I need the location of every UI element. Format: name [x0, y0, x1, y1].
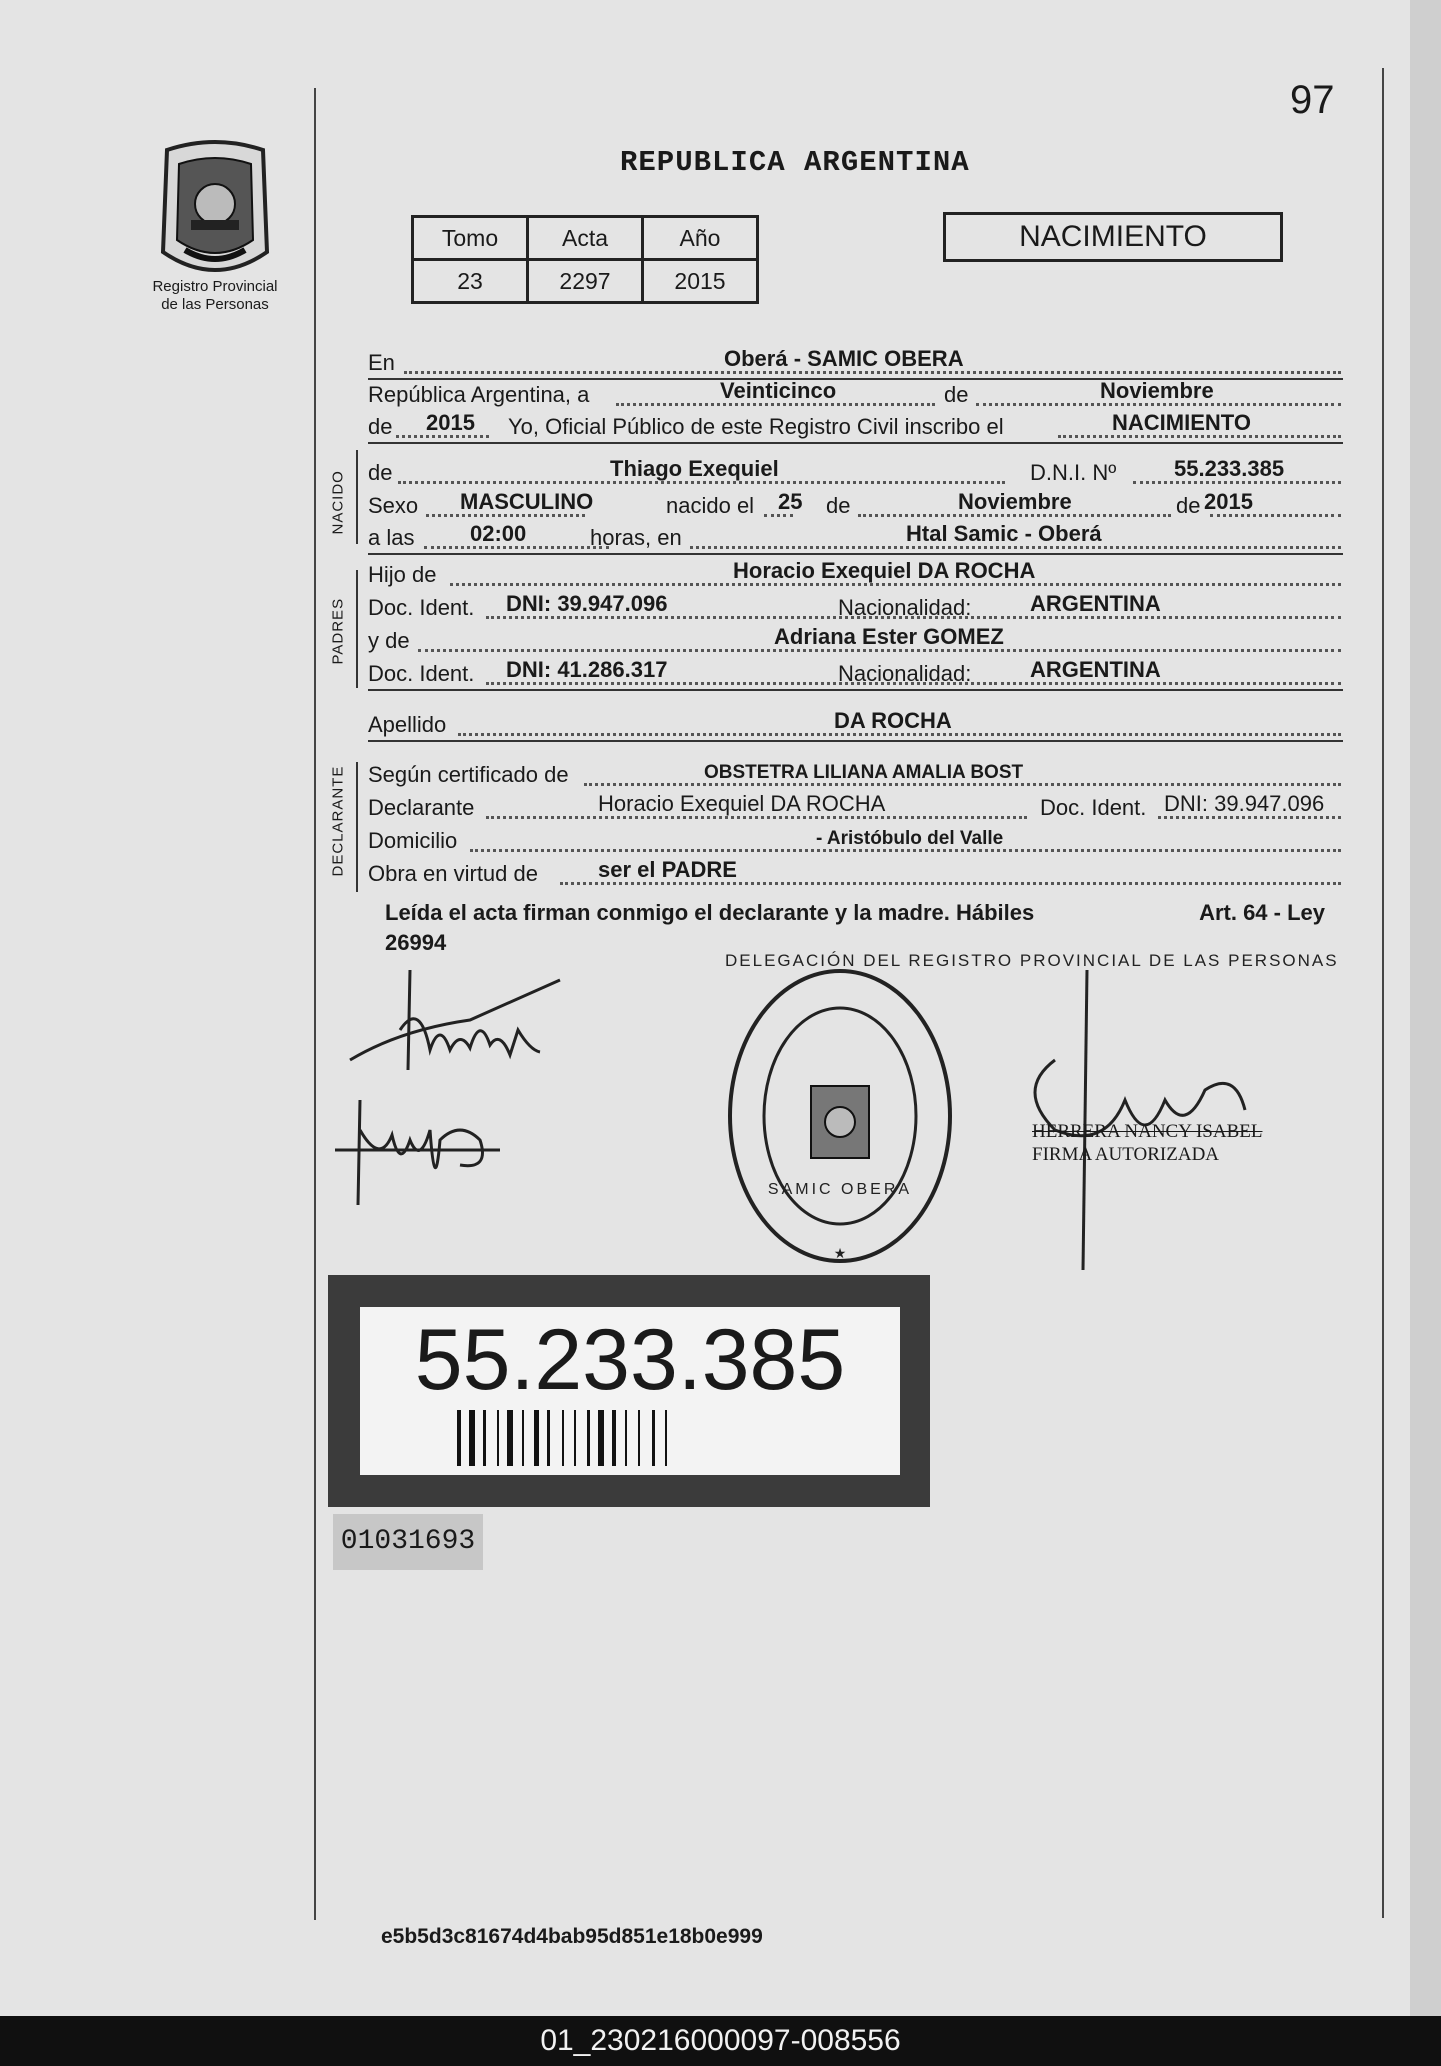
declarante-doc-value: DNI: 39.947.096 [1164, 791, 1325, 816]
hijo-de-label: Hijo de [368, 562, 437, 587]
year-prefix-label: de [368, 414, 393, 439]
certificado-label: Según certificado de [368, 762, 569, 787]
mother-name-value: Adriana Ester GOMEZ [774, 624, 1004, 649]
record-table-values [413, 260, 758, 303]
birth-year-value: 2015 [1204, 489, 1253, 514]
authorized-official [1032, 1120, 1262, 1166]
apellido-value: DA ROCHA [834, 708, 952, 733]
intro-year-value: 2015 [426, 410, 475, 435]
record-table-header [413, 217, 758, 260]
closing-statement [385, 898, 1325, 958]
republica-label: República Argentina, a [368, 382, 590, 407]
intro-row-officer [368, 410, 1343, 444]
nacido-row-birth [368, 489, 1343, 521]
declarante-name-value: Horacio Exequiel DA ROCHA [598, 791, 886, 816]
de-label: de [944, 382, 969, 407]
nacido-row-name [368, 456, 1343, 488]
obra-label: Obra en virtud de [368, 861, 538, 886]
svg-text:★: ★ [833, 1245, 847, 1261]
nacido-side-label: NACIDO [329, 470, 347, 535]
record-table [411, 215, 759, 304]
birth-time-value: 02:00 [470, 521, 527, 546]
official-role: FIRMA AUTORIZADA [1032, 1144, 1220, 1165]
value-tomo: 23 [413, 260, 528, 303]
control-tag: 01031693 [333, 1514, 483, 1570]
padres-row-mother [368, 624, 1343, 656]
birth-place-value: Htal Samic - Oberá [906, 521, 1102, 546]
apellido-row [368, 708, 1343, 742]
stamp-inner-text: SAMIC OBERA [767, 1181, 913, 1198]
mother-doc-label: Doc. Ident. [368, 661, 475, 686]
id-number-label: 55.233.385 [414, 1312, 846, 1408]
padres-section-line [356, 570, 358, 688]
declarante-label: Declarante [368, 795, 475, 820]
intro-row-place [368, 346, 1343, 380]
child-name-value: Thiago Exequiel [610, 456, 779, 481]
obra-value: ser el PADRE [598, 857, 737, 882]
nacido-row-time [368, 521, 1343, 555]
apellido-label: Apellido [368, 712, 447, 737]
document-title: REPUBLICA ARGENTINA [620, 146, 970, 179]
left-margin-line [314, 88, 316, 1920]
domicilio-label: Domicilio [368, 828, 458, 853]
page-number: 97 [1290, 78, 1335, 122]
father-doc-value: DNI: 39.947.096 [506, 591, 668, 616]
province-crest-icon [155, 140, 275, 280]
father-doc-label: Doc. Ident. [368, 595, 475, 620]
en-label: En [368, 350, 395, 375]
intro-row-date [368, 378, 1343, 410]
mother-nac-label: Nacionalidad: [838, 661, 972, 686]
header-ano: Año [643, 217, 758, 260]
father-name-value: Horacio Exequiel DA ROCHA [733, 558, 1036, 583]
declarante-doc-label: Doc. Ident. [1040, 795, 1147, 820]
closing-law-number: 26994 [385, 930, 447, 955]
mother-doc-value: DNI: 41.286.317 [506, 657, 668, 682]
de-label-2: de [826, 493, 851, 518]
declarante-row-obra [368, 857, 1343, 889]
issuer-line1: Registro Provincial [152, 278, 278, 295]
document-hash: e5b5d3c81674d4bab95d851e18b0e999 [381, 1925, 763, 1948]
declarante-row-certificado [368, 758, 1343, 790]
page-edge [1410, 0, 1441, 2016]
stamp-outer-text: DELEGACIÓN DEL REGISTRO PROVINCIAL DE LAS PERSONAS [725, 951, 1339, 970]
declarante-row-domicilio [368, 824, 1343, 856]
declarante-row-name [368, 791, 1343, 823]
right-margin-line [1382, 68, 1384, 1918]
record-type-box: NACIMIENTO [943, 212, 1283, 262]
place-value: Oberá - SAMIC OBERA [724, 346, 964, 371]
domicilio-value: - Aristóbulo del Valle [816, 828, 1004, 849]
padres-row-father-doc [368, 591, 1343, 623]
birth-month-value: Noviembre [958, 489, 1072, 514]
padres-row-mother-doc [368, 657, 1343, 691]
value-ano: 2015 [643, 260, 758, 303]
nacido-el-label: nacido el [666, 493, 755, 518]
official-name: HERRERA NANCY ISABEL [1032, 1121, 1263, 1142]
issuer-line2: de las Personas [161, 296, 269, 313]
officer-text: Yo, Oficial Público de este Registro Civil inscribo el [508, 414, 1004, 439]
inscription-value: NACIMIENTO [1112, 410, 1251, 435]
horas-en-label: horas, en [590, 525, 682, 550]
declarante-side-label: DECLARANTE [329, 765, 347, 877]
closing-text: Leída el acta firman conmigo el declarante y la madre. Hábiles [385, 900, 1035, 925]
issuer-name [120, 278, 310, 314]
declarant-signature [340, 960, 570, 1080]
day-words-value: Veinticinco [720, 378, 837, 403]
declarante-section-line [356, 762, 358, 892]
mother-signature [330, 1090, 510, 1210]
de-label-3: de [1176, 493, 1201, 518]
a-las-label: a las [368, 525, 415, 550]
nacido-section-line [356, 450, 358, 544]
header-tomo: Tomo [413, 217, 528, 260]
dni-label: D.N.I. Nº [1030, 460, 1117, 485]
month-value: Noviembre [1100, 378, 1214, 403]
father-nationality-value: ARGENTINA [1030, 591, 1161, 616]
mother-nationality-value: ARGENTINA [1030, 657, 1161, 682]
header-acta: Acta [528, 217, 643, 260]
id-barcode [455, 1410, 830, 1466]
padres-row-father [368, 558, 1343, 590]
closing-law: Art. 64 - Ley [1199, 900, 1325, 925]
sexo-value: MASCULINO [460, 489, 594, 514]
child-dni-value: 55.233.385 [1174, 456, 1285, 481]
father-nac-label: Nacionalidad: [838, 595, 972, 620]
certificado-value: OBSTETRA LILIANA AMALIA BOST [704, 762, 1024, 783]
nacido-de-label: de [368, 460, 393, 485]
padres-side-label: PADRES [329, 597, 347, 665]
y-de-label: y de [368, 628, 410, 653]
value-acta: 2297 [528, 260, 643, 303]
footer-code: 01_230216000097-008556 [0, 2016, 1441, 2066]
sexo-label: Sexo [368, 493, 419, 518]
birth-day-value: 25 [778, 489, 803, 514]
